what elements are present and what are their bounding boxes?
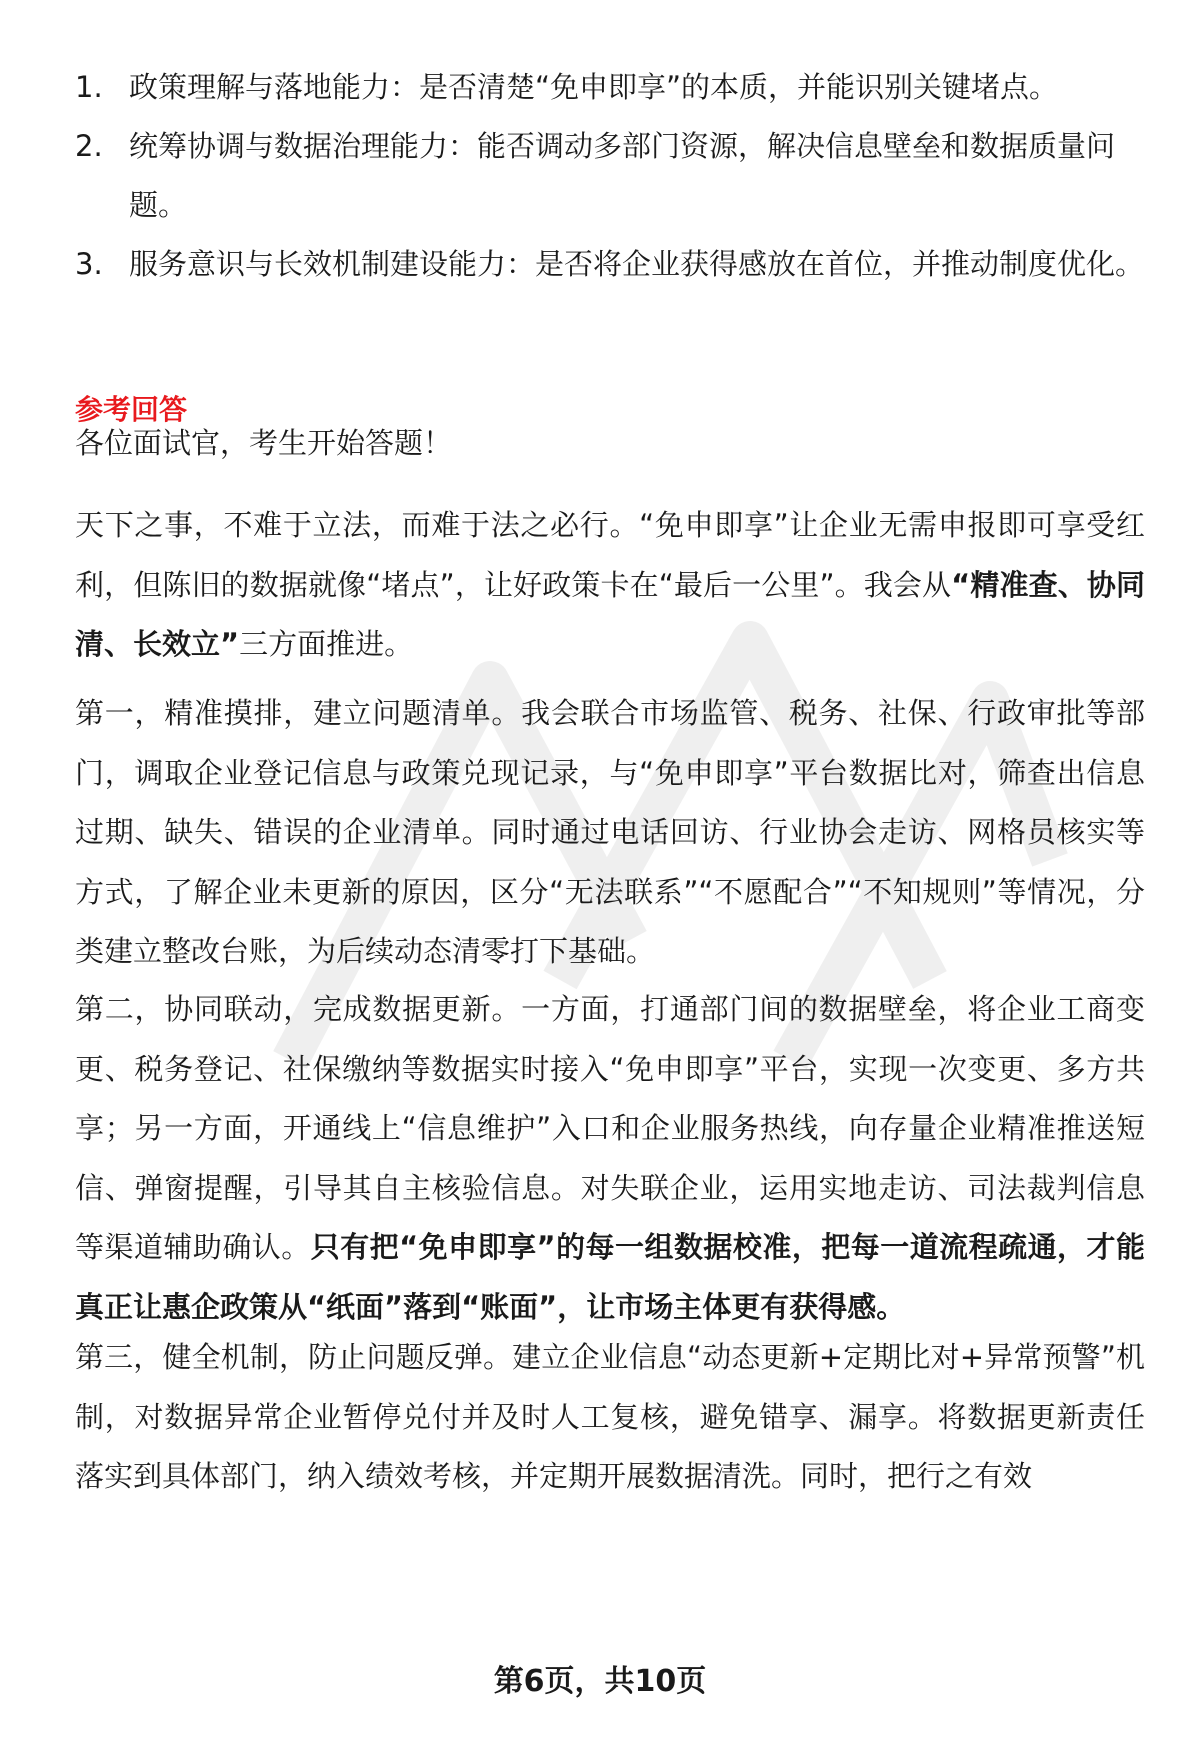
list-item bbox=[75, 235, 1145, 294]
intro-paragraph bbox=[75, 496, 1145, 675]
page-footer: 第6页，共10页 bbox=[493, 1664, 707, 1699]
list-number: 2. bbox=[75, 129, 103, 163]
ability-list bbox=[75, 58, 1145, 294]
list-text: 统筹协调与数据治理能力：能否调动多部门资源，解决信息壁垒和数据质量问题。 bbox=[129, 129, 1116, 222]
intro-text: 天下之事，不难于立法，而难于法之必行。“免申即享”让企业无需申报即可享受红利，但陈旧的数据就像“堵点”，让好政策卡在“最后一公里”。我会从 bbox=[75, 508, 1145, 602]
paragraph-first: 第一，精准摸排，建立问题清单。我会联合市场监管、税务、社保、行政审批等部门，调取企业登记信息与政策兑现记录，与“免申即享”平台数据比对，筛查出信息过期、缺失、错误的企业清单。同时通过电话回访、行业协会走访、网格员核实等方式，了解企业未更新的原因，区分“无法联系”“不愿配合”“不知规则”等情况，分类建立整改台账，为后续动态清零打下基础。 bbox=[75, 696, 1145, 968]
para2-text: 第二，协同联动，完成数据更新。一方面，打通部门间的数据壁垒，将企业工商变更、税务登记、社保缴纳等数据实时接入“免申即享”平台，实现一次变更、多方共享；另一方面，开通线上“信息维护”入口和企业服务热线，向存量企业精准推送短信、弹窗提醒，引导其自主核验信息。对失联企业，运用实地走访、司法裁判信息等渠道辅助确认。 bbox=[75, 992, 1145, 1264]
list-number: 3. bbox=[75, 247, 103, 281]
intro-bold: “精准查、协同清、长效立” bbox=[75, 567, 1145, 661]
section-title: 参考回答 bbox=[75, 393, 188, 426]
intro-tail: 三方面推进。 bbox=[239, 627, 414, 661]
paragraph-third: 第三，健全机制，防止问题反弹。建立企业信息“动态更新+定期比对+异常预警”机制，对数据异常企业暂停兑付并及时人工复核，避免错享、漏享。将数据更新责任落实到具体部门，纳入绩效考核，并定期开展数据清洗。同时，把行之有效 bbox=[75, 1340, 1145, 1493]
list-text: 政策理解与落地能力：是否清楚“免申即享”的本质，并能识别关键堵点。 bbox=[129, 70, 1059, 104]
greeting-paragraph: 各位面试官，考生开始答题！ bbox=[75, 426, 453, 460]
paragraph-second bbox=[75, 980, 1145, 1337]
list-item bbox=[75, 117, 1145, 235]
list-text: 服务意识与长效机制建设能力：是否将企业获得感放在首位，并推动制度优化。 bbox=[129, 247, 1145, 281]
list-item bbox=[75, 58, 1145, 117]
list-number: 1. bbox=[75, 70, 103, 104]
para2-bold: 只有把“免申即享”的每一组数据校准，把每一道流程疏通，才能真正让惠企政策从“纸面”落到“账面”，让市场主体更有获得感。 bbox=[75, 1230, 1145, 1324]
